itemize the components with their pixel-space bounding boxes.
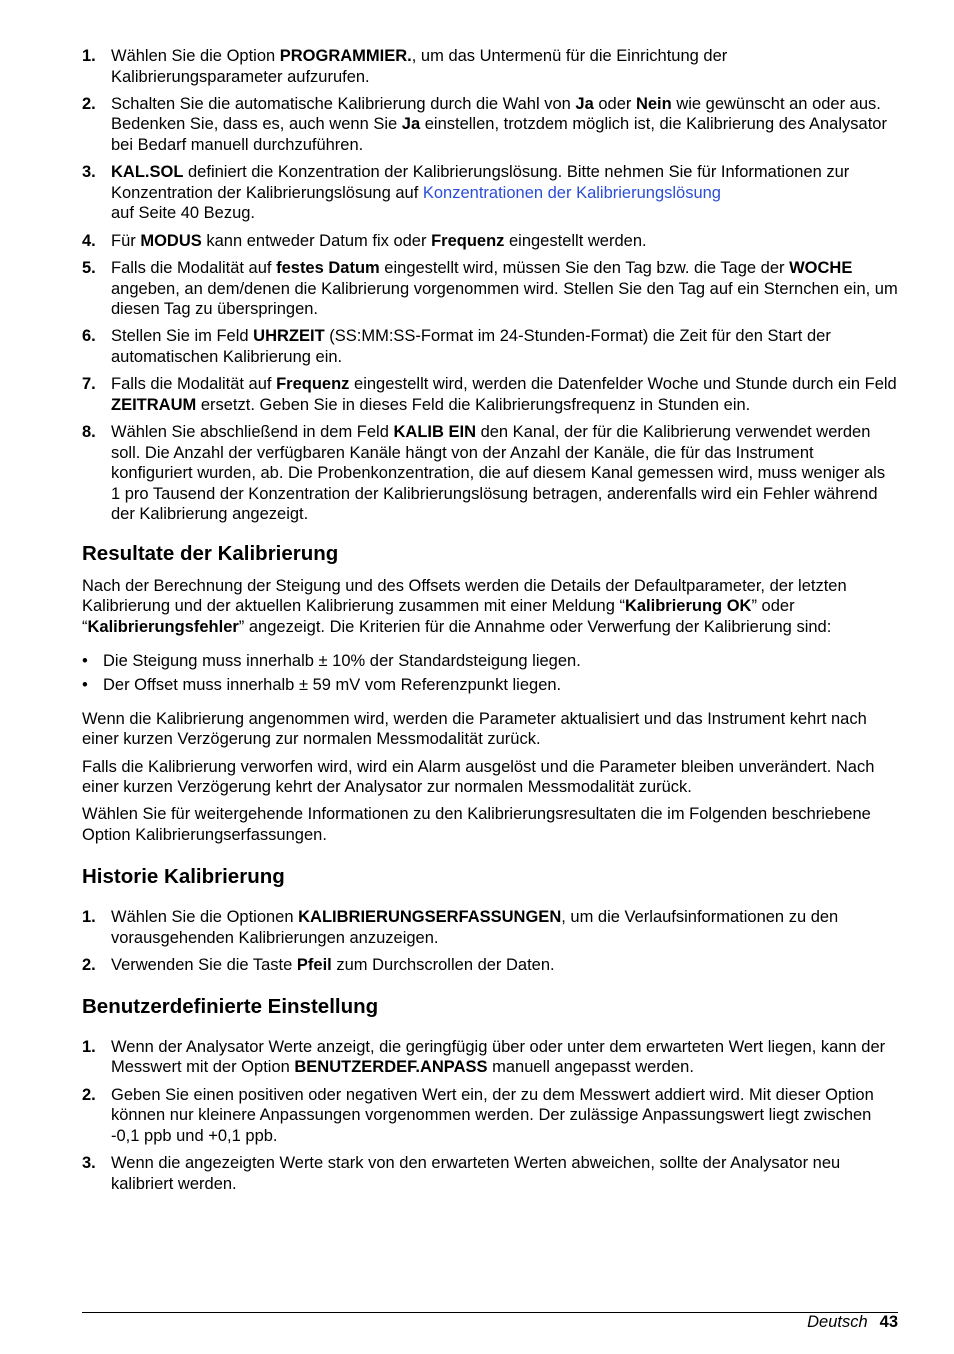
step-number: 7. — [82, 375, 96, 394]
step-text: KAL.SOL definiert die Konzentration der Kalibrierungslösung. Bitte nehmen Sie für Informationen zur Konzentration der Kalibrierungslösung auf Konzentrationen der Kalibrierungslösung auf Seite 40 Bezug. — [111, 163, 850, 223]
bold-term: BENUTZERDEF.ANPASS — [294, 1058, 488, 1077]
list-item — [82, 955, 898, 976]
step-number: 2. — [82, 956, 96, 975]
list-item — [82, 422, 898, 525]
calibration-setup-steps — [82, 46, 898, 525]
list-item — [82, 651, 898, 672]
cross-reference-link[interactable]: Konzentrationen der Kalibrierungslösung — [422, 183, 721, 202]
step-text: Wählen Sie die Option PROGRAMMIER., um das Untermenü für die Einrichtung der Kalibrierungsparameter aufzurufen. — [111, 47, 728, 86]
heading-results: Resultate der Kalibrierung — [82, 541, 339, 565]
bullet-icon: • — [82, 676, 88, 695]
step-number: 1. — [82, 47, 96, 65]
bullet-text: Der Offset muss innerhalb ± 59 mV vom Referenzpunkt liegen. — [103, 676, 562, 695]
step-text: Schalten Sie die automatische Kalibrierung durch die Wahl von Ja oder Nein wie gewünscht an oder aus. Bedenken Sie, dass es, auch wenn Sie Ja einstellen, trotzdem möglich ist, die Kalibrierung des Analysator bei Bedarf manuell durchzuführen. — [111, 94, 887, 154]
list-item — [82, 675, 898, 696]
heading-history: Historie Kalibrierung — [82, 865, 285, 889]
accept-paragraph: Wenn die Kalibrierung angenommen wird, werden die Parameter aktualisiert und das Instrument kehrt nach einer kurzen Verzögerung zur normalen Messmodalität zurück. — [82, 709, 867, 749]
step-text: Wählen Sie abschließend in dem Feld KALIB EIN den Kanal, der für die Kalibrierung verwendet werden soll. Die Anzahl der verfügbaren Kanäle hängt von der Anzahl der Kanäle, die für das Instrument konfiguriert wurden, ab. Die Probenkonzentration, die auf diesem Kanal gemessen wird, muss weniger als 1 pro Tausend der Konzentration der Kalibrierungslösung betragen, anderenfalls wird ein Fehler während der Kalibrierung angezeigt. — [111, 423, 886, 524]
step-number: 2. — [82, 1085, 96, 1104]
bold-term: WOCHE — [789, 259, 853, 278]
results-intro-paragraph: Nach der Berechnung der Steigung und des Offsets werden die Details der Defaultparameter, der letzten Kalibrierung und der aktuellen Kalibrierung zusammen mit einer Meldung “Kalibrierung OK” oder “Kalibrierungsfehler” angezeigt. Die Kriterien für die Annahme oder Verwerfung der Kalibrierung sind: — [82, 576, 847, 636]
more-info-paragraph: Wählen Sie für weitergehende Informationen zu den Kalibrierungsresultaten die im Folgenden beschriebene Option Kalibrierungserfassungen. — [82, 805, 871, 844]
bold-term: KAL.SOL — [111, 163, 184, 182]
step-text: Für MODUS kann entweder Datum fix oder Frequenz eingestellt werden. — [111, 231, 647, 250]
custom-adjust-steps — [82, 1037, 898, 1194]
bold-term: UHRZEIT — [253, 327, 325, 346]
page-number: 43 — [879, 1313, 898, 1331]
list-item — [82, 326, 898, 367]
step-text: Wählen Sie die Optionen KALIBRIERUNGSERFASSUNGEN, um die Verlaufsinformationen zu den vorausgehenden Kalibrierungen anzuzeigen. — [111, 908, 839, 947]
list-item — [82, 231, 898, 252]
step-text: Stellen Sie im Feld UHRZEIT (SS:MM:SS-Format im 24-Stunden-Format) die Zeit für den Start der automatischen Kalibrierung ein. — [111, 327, 831, 366]
bold-term: festes Datum — [276, 259, 380, 278]
heading-custom: Benutzerdefinierte Einstellung — [82, 994, 379, 1018]
bold-term: KALIB EIN — [393, 423, 476, 442]
reject-paragraph: Falls die Kalibrierung verworfen wird, wird ein Alarm ausgelöst und die Parameter bleiben unverändert. Nach einer kurzen Verzögerung kehrt der Analysator zur normalen Messmodalität zurück. — [82, 757, 875, 797]
bold-term: Frequenz — [276, 375, 350, 394]
bold-term: Kalibrierung OK — [624, 597, 752, 616]
bold-term: Kalibrierungsfehler — [87, 617, 239, 636]
step-number: 2. — [82, 94, 96, 113]
bold-term: MODUS — [140, 231, 202, 250]
step-number: 1. — [82, 1037, 96, 1056]
step-number: 3. — [82, 163, 96, 182]
bold-term: Ja — [401, 115, 421, 134]
step-text: Wenn der Analysator Werte anzeigt, die geringfügig über oder unter dem erwarteten Wert liegen, kann der Messwert mit der Option BENUTZERDEF.ANPASS manuell angepasst werden. — [111, 1037, 886, 1077]
step-number: 1. — [82, 908, 96, 927]
step-number: 4. — [82, 231, 96, 250]
list-item — [82, 907, 898, 948]
step-text: Geben Sie einen positiven oder negativen Wert ein, der zu dem Messwert addiert wird. Mit dieser Option können nur kleinere Anpassungen vorgenommen werden. Der zulässige Anpassungswert liegt zwischen -0,1 ppb und +0,1 ppb. — [111, 1085, 874, 1145]
bold-term: Nein — [635, 94, 672, 113]
step-number: 8. — [82, 423, 96, 442]
bold-term: Pfeil — [296, 956, 332, 975]
list-item — [82, 162, 898, 224]
page-footer — [807, 1312, 898, 1332]
step-number: 6. — [82, 327, 96, 346]
footer-language: Deutsch — [807, 1313, 868, 1331]
bold-term: KALIBRIERUNGSERFASSUNGEN — [298, 908, 562, 927]
list-item — [82, 258, 898, 320]
bold-term: Ja — [575, 94, 594, 113]
step-text: Verwenden Sie die Taste Pfeil zum Durchscrollen der Daten. — [111, 956, 555, 975]
history-steps — [82, 907, 898, 975]
bullet-icon: • — [82, 652, 88, 671]
list-item — [82, 1037, 898, 1078]
list-item — [82, 1153, 898, 1194]
bold-term: PROGRAMMIER. — [279, 47, 412, 65]
step-text: Falls die Modalität auf Frequenz eingestellt wird, werden die Datenfelder Woche und Stunde durch ein Feld ZEITRAUM ersetzt. Geben Sie in dieses Feld die Kalibrierungsfrequenz in Stunden ein. — [111, 375, 897, 414]
list-item — [82, 46, 898, 87]
bold-term: Frequenz — [431, 231, 505, 250]
list-item — [82, 1085, 898, 1147]
bullet-text: Die Steigung muss innerhalb ± 10% der Standardsteigung liegen. — [103, 652, 581, 671]
step-number: 5. — [82, 259, 96, 278]
bold-term: ZEITRAUM — [111, 395, 197, 414]
step-text: Falls die Modalität auf festes Datum eingestellt wird, müssen Sie den Tag bzw. die Tage der WOCHE angeben, an dem/denen die Kalibrierung vorgenommen wird. Stellen Sie den Tag auf ein Sternchen ein, um diesen Tag zu überspringen. — [111, 259, 898, 319]
footer-divider — [82, 1312, 898, 1313]
step-number: 3. — [82, 1154, 96, 1173]
list-item — [82, 374, 898, 415]
criteria-list — [82, 651, 898, 695]
list-item — [82, 94, 898, 156]
step-text: Wenn die angezeigten Werte stark von den erwarteten Werten abweichen, sollte der Analysator neu kalibriert werden. — [111, 1154, 841, 1193]
page-content — [82, 46, 898, 1201]
